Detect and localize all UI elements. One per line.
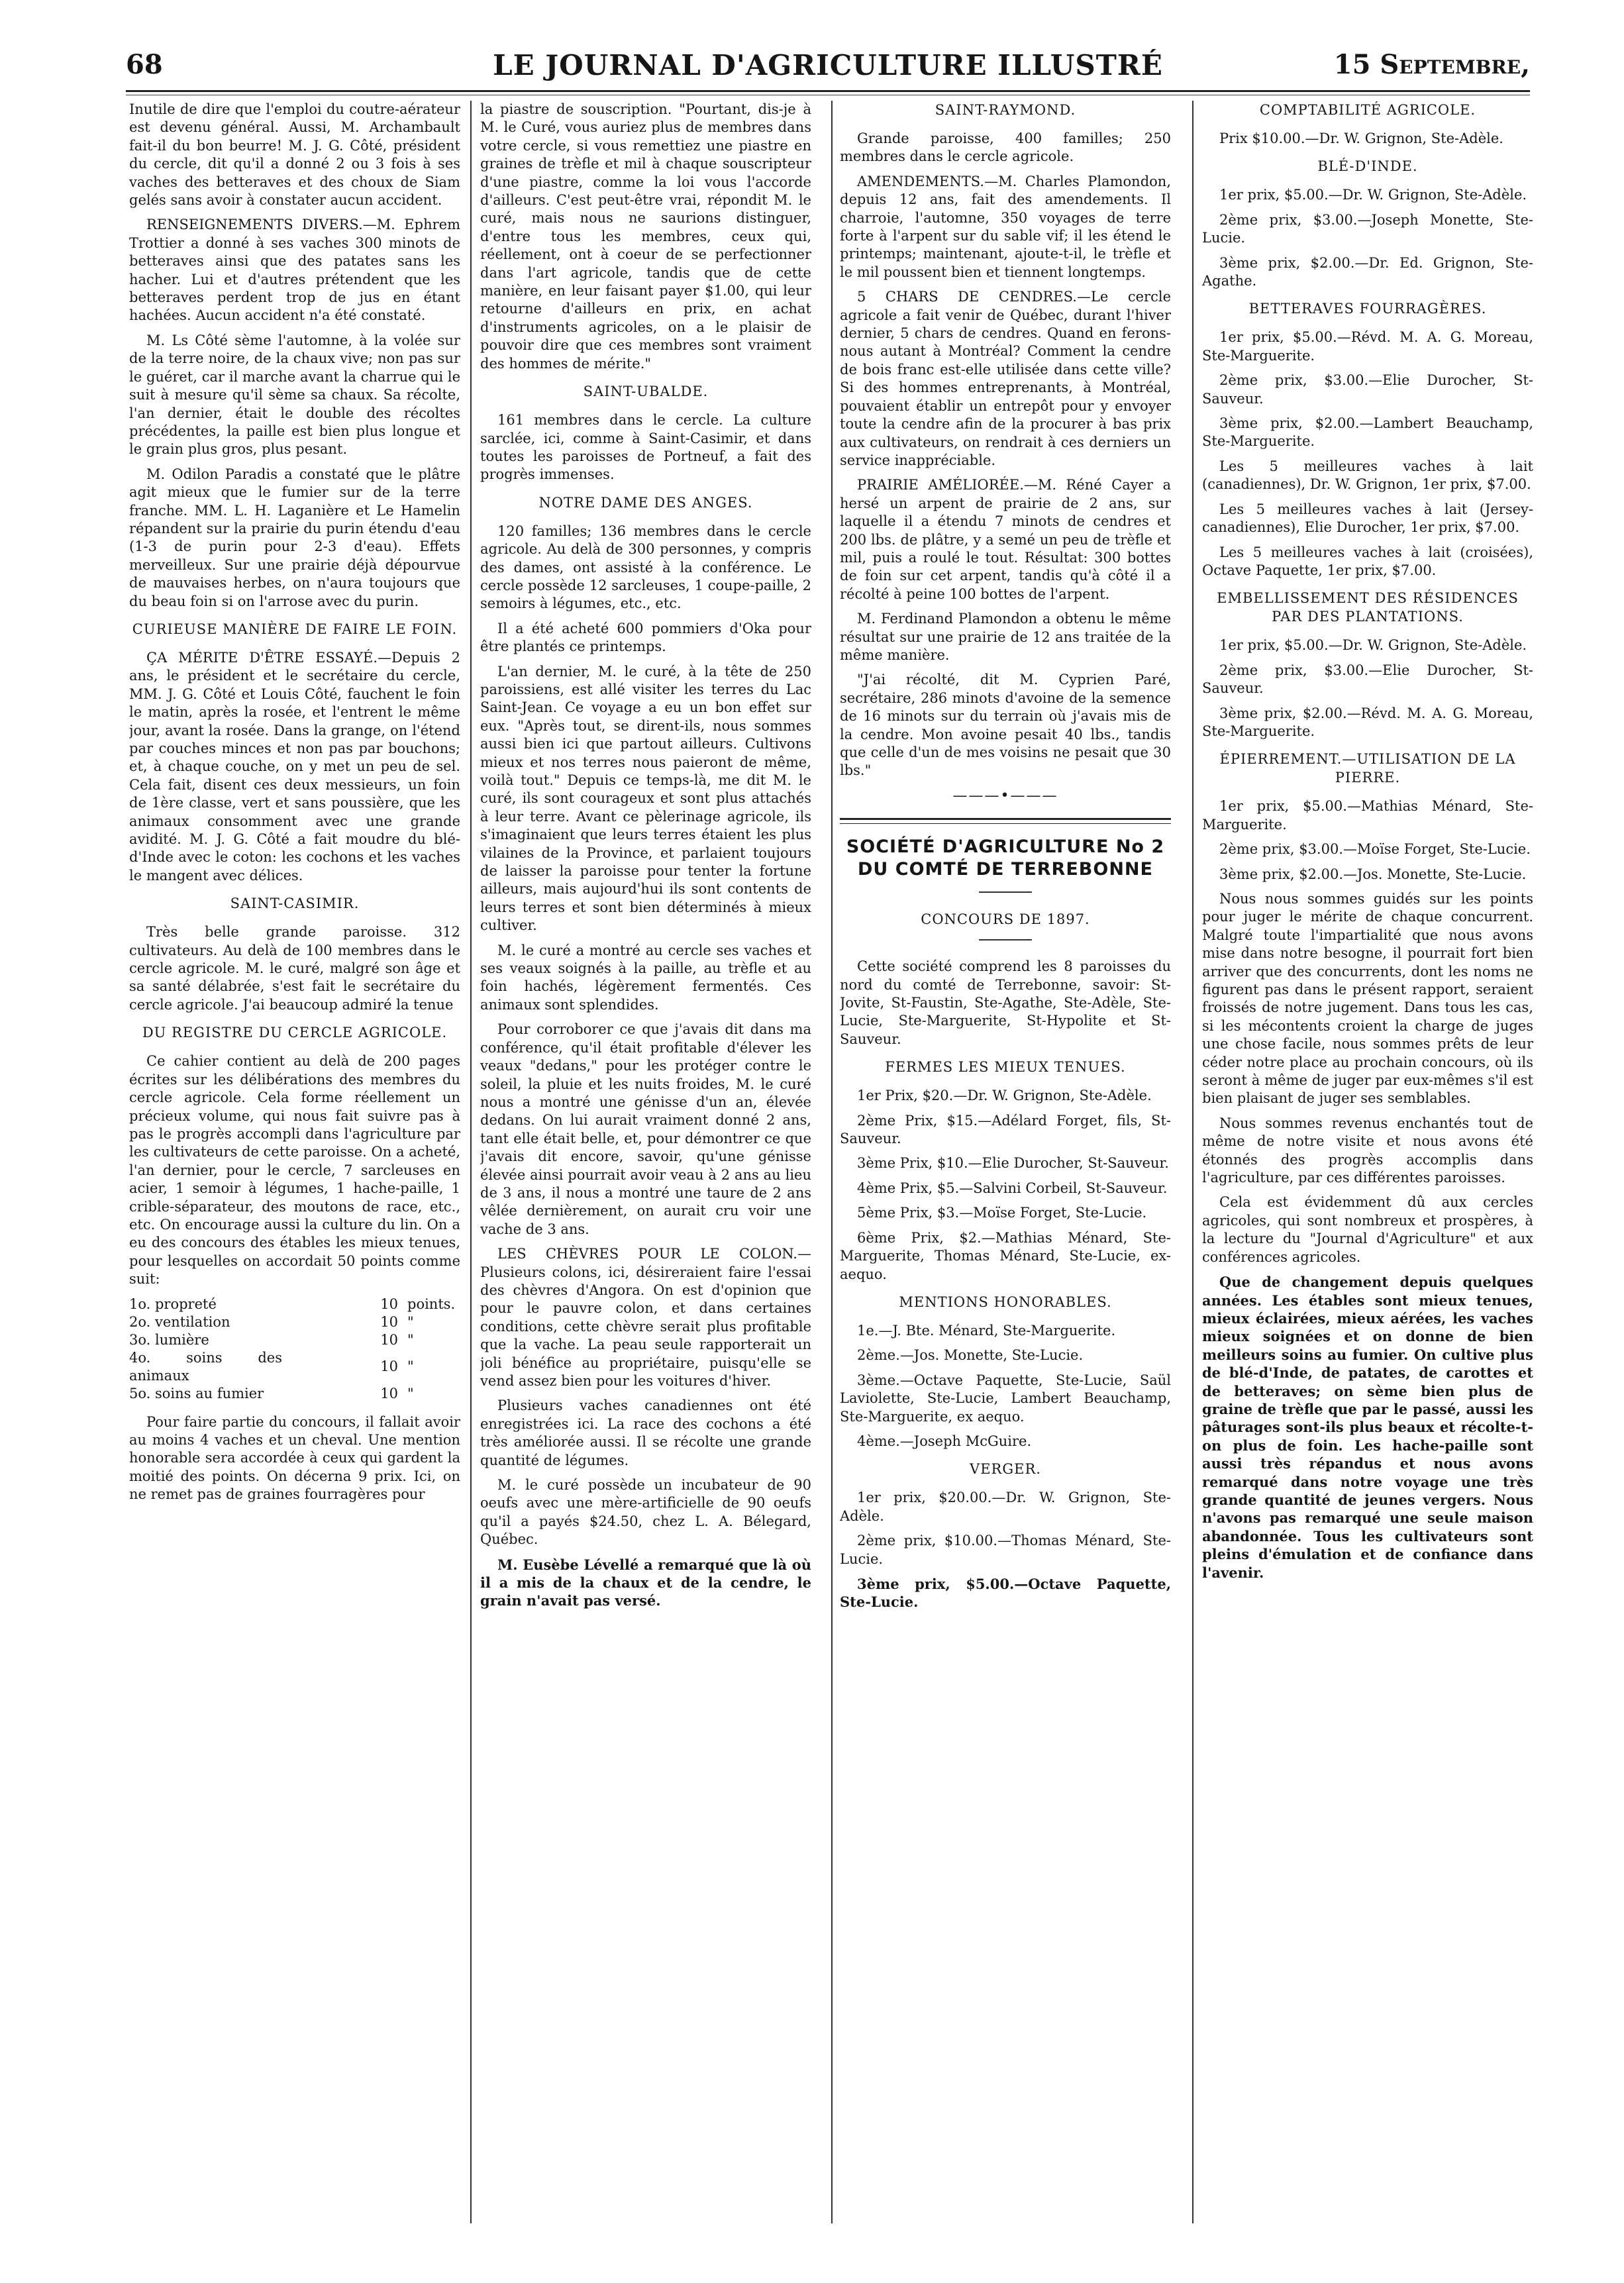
section-heading: NOTRE DAME DES ANGES. <box>538 494 753 511</box>
paragraph: ÇA MÉRITE D'ÊTRE ESSAYÉ.—Depuis 2 ans, le président et le secrétaire du cercle, MM. J. G. Côté et Louis Côté, fauchent le foin le matin, après la rosée, et l'entrent le même jour, avant la rosée. Dans la grange, on l'étend par couches minces et non pas par bouchons; et, à chaque couche, on y met un peu de sel. Cela fait, disent ces deux messieurs, un foin de 1ère classe, vert et sans poussière, que les animaux consomment avec une grande avidité. M. J. G. Côté a fait moudre du blé-d'Inde avec le coton: les cochons et les vaches le mangent avec délices. <box>129 649 460 884</box>
points-unit: " <box>407 1385 414 1401</box>
prize-entry: 3ème.—Octave Paquette, Ste-Lucie, Saül Laviolette, Ste-Lucie, Lambert Beauchamp, Ste-Marguerite, ex aequo. <box>840 1372 1171 1425</box>
prize-entry: 1e.—J. Bte. Ménard, Ste-Marguerite. <box>857 1322 1116 1339</box>
double-rule <box>840 818 1171 824</box>
paragraph: Nous nous sommes guidés sur les points pour juger le mérite de chaque concurrent. Malgré toute l'impartialité que nous avons mise dans notre besogne, il pourrait fort bien arriver que des concurrents, dont les noms ne figurent pas dans le présent rapport, seraient froissés de notre jugement. Dans tous les cas, si les mécontents croient la charge de juges une chose facile, nous sommes prêts de leur céder notre place au prochain concours, où ils seront à même de juger par eux-mêmes s'il est bien plaisant de juger ses semblables. <box>1202 890 1533 1107</box>
criterion: 5o. soins au fumier <box>129 1385 264 1401</box>
paragraph: PRAIRIE AMÉLIORÉE.—M. Réné Cayer a hersé un arpent de prairie de 2 ans, sur laquelle il a étendu 7 minots de cendres et 200 lbs. de plâtre, y a semé un peu de trèfle et mil, puis a roulé le tout. Résultat: 300 bottes de foin sur cet arpent, tandis qu'à côté il a récolté à peine 100 bottes de l'arpent. <box>840 477 1171 602</box>
column-2 <box>480 101 811 2220</box>
prize-entry: 5ème Prix, $3.—Moïse Forget, Ste-Lucie. <box>857 1205 1147 1221</box>
issue-date: 15 Septembre, <box>1333 49 1530 80</box>
column-divider <box>1192 101 1193 2223</box>
section-heading: VERGER. <box>970 1461 1041 1478</box>
table-row <box>129 1349 460 1385</box>
paragraph: Pour corroborer ce que j'avais dit dans ma conférence, qu'il était profitable d'élever les veaux "dedans," pour les protéger contre le soleil, la pluie et les nuits froides, M. le curé nous a montré une génisse d'un an, élevée dedans. On lui aurait vraiment donné 2 ans, tant elle était belle, et, pour démontrer ce que j'avais dit encore, savoir, qu'une génisse élevée ainsi pourrait avoir veau à 2 ans au lieu de 3 ans, il nous a montré une taure de 2 ans vêlée dernièrement, on aurait cru voir une vache de 3 ans. <box>480 1021 811 1237</box>
section-heading: CURIEUSE MANIÈRE DE FAIRE LE FOIN. <box>132 621 458 637</box>
section-heading: FERMES LES MIEUX TENUES. <box>885 1059 1126 1076</box>
section-heading: SAINT-CASIMIR. <box>230 895 360 912</box>
points-unit: " <box>407 1313 414 1330</box>
paragraph: M. Ferdinand Plamondon a obtenu le même résultat sur une prairie de 12 ans traitée de la même manière. <box>840 611 1171 663</box>
points-table <box>129 1295 460 1403</box>
points-unit: points. <box>407 1295 456 1312</box>
section-heading: COMPTABILITÉ AGRICOLE. <box>1259 102 1476 118</box>
prize-entry: Les 5 meilleures vaches à lait (canadiennes), Dr. W. Grignon, 1er prix, $7.00. <box>1202 458 1533 493</box>
paragraph: M. Ls Côté sème l'automne, à la volée sur de la terre noire, de la chaux vive; non pas sur le guéret, car il marche avant la charrue qui le suit à mesure qu'il sème sa chaux. Sa récolte, l'an dernier, était le double des récoltes précédentes, la paille est bien plus longue et le grain plus gros, plus pesant. <box>129 332 460 458</box>
criterion: 1o. propreté <box>129 1295 217 1312</box>
prize-entry: Les 5 meilleures vaches à lait (croisées), Octave Paquette, 1er prix, $7.00. <box>1202 544 1533 578</box>
prize-entry: 2ème.—Jos. Monette, Ste-Lucie. <box>857 1347 1084 1364</box>
section-heading: CONCOURS DE 1897. <box>921 911 1090 928</box>
prize-entry: 2ème prix, $10.00.—Thomas Ménard, Ste-Lucie. <box>840 1533 1171 1567</box>
prize-entry: 3ème prix, $2.00.—Lambert Beauchamp, Ste-Marguerite. <box>1202 415 1533 450</box>
paragraph: AMENDEMENTS.—M. Charles Plamondon, depuis 12 ans, fait des amendements. Il charroie, l'automne, 350 voyages de terre forte à l'arpent sur du sable vif; il les étend le printemps; maintenant, ajoute-t-il, le trèfle et le mil poussent bien et tiennent longtemps. <box>840 173 1171 280</box>
points-value: 10 <box>380 1295 398 1312</box>
prize-entry: 3ème prix, $2.00.—Dr. Ed. Grignon, Ste-Agathe. <box>1202 254 1533 289</box>
points-value: 10 <box>380 1385 398 1401</box>
prize-entry: 4ème.—Joseph McGuire. <box>857 1433 1032 1449</box>
prize-entry: Prix $10.00.—Dr. W. Grignon, Ste-Adèle. <box>1219 130 1503 146</box>
paragraph: Cette société comprend les 8 paroisses du nord du comté de Terrebonne, savoir: St-Jovite, St-Faustin, Ste-Agathe, Ste-Adèle, Ste-Lucie, Ste-Marguerite, St-Hypolite et St-Sauveur. <box>840 958 1171 1047</box>
prize-entry: 6ème Prix, $2.—Mathias Ménard, Ste-Marguerite, Thomas Ménard, Ste-Lucie, ex-aequo. <box>840 1229 1171 1282</box>
paragraph: L'an dernier, M. le curé, à la tête de 250 paroissiens, est allé visiter les terres du Lac Saint-Jean. Ce voyage a eu un bon effet sur eux. "Après tout, se dirent-ils, nous sommes aussi bien ici que partout ailleurs. Cultivons mieux et nos terres nous paieront de même, voilà tout." Depuis ce temps-là, me dit M. le curé, ils sont courageux et sont plus attachés à leur terre. Avant ce pèlerinage agricole, ils s'imaginaient que leurs terres étaient les plus vilaines de la Province, et parlaient toujours de laisser la paroisse pour tenter la fortune ailleurs, mais aujourd'hui ils sont contents de leurs terres et sont bien déterminés à mieux cultiver. <box>480 663 811 934</box>
column-4 <box>1202 101 1533 2220</box>
paragraph: Très belle grande paroisse. 312 cultivateurs. Au delà de 100 membres dans le cercle agricole. M. le curé, malgré son âge et sa santé délabrée, s'est fait le secrétaire du cercle agricole. J'ai beaucoup admiré la tenue <box>129 924 460 1013</box>
table-row <box>129 1331 460 1349</box>
paragraph: M. Odilon Paradis a constaté que le plâtre agit mieux que le fumier sur de la terre franche. MM. L. H. Laganière et Le Hamelin répandent sur la prairie du purin étendu d'eau (1-3 de purin pour 2-3 d'eau). Effets merveilleux. Sur une prairie déjà dépourvue de mauvaises herbes, on n'aura toujours que du beau foin si on l'arrose avec du purin. <box>129 466 460 609</box>
paragraph: la piastre de souscription. "Pourtant, dis-je à M. le Curé, vous auriez plus de membres dans votre cercle, si vous remettiez une piastre en graines de trèfle et mil à chaque souscripteur d'une piastre, comme la loi vous l'accorde d'ailleurs. C'est peut-être vrai, répondit M. le curé, mais nous ne saurions distinguer, d'entre tous les membres, ceux qui, réellement, ont à coeur de se perfectionner dans l'art agricole, tandis que de cette manière, en leur faisant payer $1.00, qui leur retourne d'ailleurs en prix, en achat d'instruments agricoles, on a le plaisir de pouvoir dire que ces membres sont vraiment des hommes de mérite." <box>480 101 811 372</box>
criterion: 3o. lumière <box>129 1331 209 1348</box>
points-value: 10 <box>380 1313 398 1330</box>
column-3 <box>840 101 1171 2220</box>
prize-entry: 1er prix, $5.00.—Dr. W. Grignon, Ste-Adèle. <box>1219 187 1527 203</box>
section-heading: SAINT-RAYMOND. <box>935 102 1076 118</box>
prize-entry: 1er prix, $5.00.—Dr. W. Grignon, Ste-Adèle. <box>1219 637 1527 654</box>
paragraph: Grande paroisse, 400 familles; 250 membres dans le cercle agricole. <box>840 130 1171 165</box>
paragraph: 5 CHARS DE CENDRES.—Le cercle agricole a fait venir de Québec, durant l'hiver dernier, 5 chars de cendres. Quand en ferons-nous autant à Montréal? Comment la cendre de bois franc est-elle utilisée dans cette ville? Si des hommes entreprenants, à Montréal, pouvaient établir un entrepôt pour y envoyer toute la cendre afin de la procurer à bas prix aux cultivateurs, on rendrait à ces derniers un service inappréciable. <box>840 289 1171 468</box>
prize-entry: 2ème prix, $3.00.—Elie Durocher, St-Sauveur. <box>1202 662 1533 697</box>
paragraph: Ce cahier contient au delà de 200 pages écrites sur les délibérations des membres du cercle agricole. Cela forme réellement un précieux volume, qui nous fait suivre pas à pas le progrès accompli dans l'agriculture par les cultivateurs de cette paroisse. On a acheté, l'an dernier, pour le cercle, 7 sarcleuses en acier, 1 semoir à légumes, 1 hache-paille, 1 crible-séparateur, des moutons de race, etc., etc. On encourage aussi la culture du lin. On a eu des concours des étables les mieux tenues, pour lesquelles on accordait 50 points comme suit: <box>129 1053 460 1288</box>
table-row <box>129 1313 460 1331</box>
paragraph: "J'ai récolté, dit M. Cyprien Paré, secrétaire, 286 minots d'avoine de la semence de 16 minots sur du terrain où j'avais mis de la cendre. Mon avoine pesait 40 lbs., tandis que celle d'un de mes voisins ne pesait que 30 lbs." <box>840 672 1171 779</box>
prize-entry: 1er prix, $5.00.—Révd. M. A. G. Moreau, Ste-Marguerite. <box>1202 329 1533 364</box>
prize-entry: 1er Prix, $20.—Dr. W. Grignon, Ste-Adèle. <box>857 1088 1152 1104</box>
paragraph: Nous sommes revenus enchantés tout de même de notre visite et nous avons été étonnés des progrès accomplis dans l'agriculture, par ces différentes paroisses. <box>1202 1115 1533 1186</box>
short-rule <box>979 891 1032 893</box>
paragraph: Pour faire partie du concours, il fallait avoir au moins 4 vaches et un cheval. Une mention honorable sera accordée à ceux qui gardent la moitié des points. On décerna 9 prix. Ici, on ne remet pas de graines fourragères pour <box>129 1413 460 1503</box>
ornament-divider: ———•——— <box>952 787 1058 804</box>
section-heading: DU REGISTRE DU CERCLE AGRICOLE. <box>142 1025 448 1041</box>
points-value: 10 <box>380 1331 398 1348</box>
section-heading: MENTIONS HONORABLES. <box>899 1294 1112 1310</box>
criterion: 4o. soins des animaux <box>129 1349 282 1384</box>
section-heading: EMBELLISSEMENT DES RÉSIDENCES PAR DES PLANTATIONS. <box>1217 590 1519 625</box>
column-divider <box>470 101 472 2223</box>
prize-entry: 4ème Prix, $5.—Salvini Corbeil, St-Sauveur. <box>857 1180 1168 1196</box>
section-heading: BETTERAVES FOURRAGÈRES. <box>1248 301 1487 317</box>
table-row <box>129 1385 460 1403</box>
article-title: SOCIÉTÉ D'AGRICULTURE No 2 DU COMTÉ DE TERREBONNE <box>846 837 1165 880</box>
header-rule <box>126 90 1530 92</box>
paragraph: Que de changement depuis quelques années. Les étables sont mieux tenues, mieux éclairées, mieux aérées, les vaches mieux soignées et on donne de bien meilleurs soins au fumier. On cultive plus de blé-d'Inde, de patates, de carottes et de betteraves; on sème bien plus de graine de trèfle que par le passé, aussi les pâturages sont-ils plus beaux et récolte-t-on plus de foin. Les hache-paille sont aussi très répandus et nous avons remarqué dans notre voyage une très grande quantité de jeunes vergers. Nous n'avons pas remarqué une seule maison abandonnée. Tous les cultivateurs sont pleins d'émulation et de confiance dans l'avenir. <box>1202 1274 1533 1581</box>
paragraph: M. le curé a montré au cercle ses vaches et ses veaux soignés à la paille, au trèfle et au foin hachés, légèrement fermentés. Ces animaux sont splendides. <box>480 942 811 1013</box>
section-heading: BLÉ-D'INDE. <box>1317 158 1418 175</box>
paragraph: 120 familles; 136 membres dans le cercle agricole. Au delà de 300 personnes, y compris des dames, ont assisté à la conférence. Le cercle possède 12 sarcleuses, 1 coupe-paille, 2 semoirs à légumes, etc., etc. <box>480 523 811 612</box>
column-divider <box>831 101 833 2223</box>
paragraph: M. Eusèbe Lévellé a remarqué que là où il a mis de la chaux et de la cendre, le grain n'avait pas versé. <box>480 1556 811 1609</box>
journal-title: LE JOURNAL D'AGRICULTURE ILLUSTRÉ <box>493 49 1163 81</box>
paragraph: RENSEIGNEMENTS DIVERS.—M. Ephrem Trottier a donné à ses vaches 300 minots de betteraves ainsi que des patates sans les hacher. Lui et d'autres prétendent que les betteraves perdent trop de jus en étant hachées. Aucun accident n'a été constaté. <box>129 217 460 324</box>
points-value: 10 <box>380 1358 398 1375</box>
prize-entry: Les 5 meilleures vaches à lait (Jersey-canadiennes), Elie Durocher, 1er prix, $7.00. <box>1202 501 1533 536</box>
paragraph: LES CHÈVRES POUR LE COLON.—Plusieurs colons, ici, désireraient faire l'essai des chèvres d'Angora. On est d'opinion que pour le pauvre colon, et dans certaines conditions, cette chèvre serait plus profitable que la vache. La peau seule rapporterait un joli bénéfice au propriétaire, puisqu'elle se vend assez bien pour les voitures d'hiver. <box>480 1246 811 1389</box>
table-row <box>129 1295 460 1313</box>
prize-entry: 3ème prix, $5.00.—Octave Paquette, Ste-Lucie. <box>840 1575 1171 1611</box>
column-1 <box>129 101 460 2220</box>
points-unit: " <box>407 1331 414 1348</box>
short-rule <box>979 939 1032 940</box>
prize-entry: 1er prix, $5.00.—Mathias Ménard, Ste-Marguerite. <box>1202 798 1533 833</box>
paragraph: M. le curé possède un incubateur de 90 oeufs avec une mère-artificielle de 90 oeufs qu'il a payés $24.50, chez L. A. Bélegard, Québec. <box>480 1477 811 1548</box>
paragraph: 161 membres dans le cercle. La culture sarclée, ici, comme à Saint-Casimir, et dans toutes les paroisses de Portneuf, a fait des progrès immenses. <box>480 412 811 483</box>
section-heading: SAINT-UBALDE. <box>583 383 709 400</box>
prize-entry: 2ème Prix, $15.—Adélard Forget, fils, St-Sauveur. <box>840 1112 1171 1147</box>
criterion: 2o. ventilation <box>129 1313 230 1330</box>
paragraph: Il a été acheté 600 pommiers d'Oka pour être plantés ce printemps. <box>480 620 811 655</box>
prize-entry: 3ème prix, $2.00.—Révd. M. A. G. Moreau, Ste-Marguerite. <box>1202 705 1533 739</box>
section-heading: ÉPIERREMENT.—UTILISATION DE LA PIERRE. <box>1219 751 1516 786</box>
prize-entry: 2ème prix, $3.00.—Joseph Monette, Ste-Lucie. <box>1202 211 1533 246</box>
paragraph: Inutile de dire que l'emploi du coutre-aérateur est devenu général. Aussi, M. Archambault fait-il du bon beurre! M. J. G. Côté, président du cercle, dit qu'il a donné 2 ou 3 fois à ses vaches des betteraves et des choux de Siam gelés sans avoir à constater aucun accident. <box>129 101 460 209</box>
paragraph: Plusieurs vaches canadiennes ont été enregistrées ici. La race des cochons a été très améliorée aussi. Il se récolte une grande quantité de légumes. <box>480 1397 811 1468</box>
page-number: 68 <box>126 49 163 80</box>
paragraph: Cela est évidemment dû aux cercles agricoles, qui sont nombreux et prospères, à la lecture du "Journal d'Agriculture" et aux conférences agricoles. <box>1202 1194 1533 1265</box>
prize-entry: 2ème prix, $3.00.—Elie Durocher, St-Sauveur. <box>1202 372 1533 407</box>
prize-entry: 3ème Prix, $10.—Elie Durocher, St-Sauveur. <box>857 1155 1169 1172</box>
page-header <box>126 49 1530 89</box>
points-unit: " <box>407 1358 414 1375</box>
prize-entry: 2ème prix, $3.00.—Moïse Forget, Ste-Lucie. <box>1219 841 1531 858</box>
prize-entry: 3ème prix, $2.00.—Jos. Monette, Ste-Lucie. <box>1219 866 1527 882</box>
prize-entry: 1er prix, $20.00.—Dr. W. Grignon, Ste-Adèle. <box>840 1490 1171 1524</box>
